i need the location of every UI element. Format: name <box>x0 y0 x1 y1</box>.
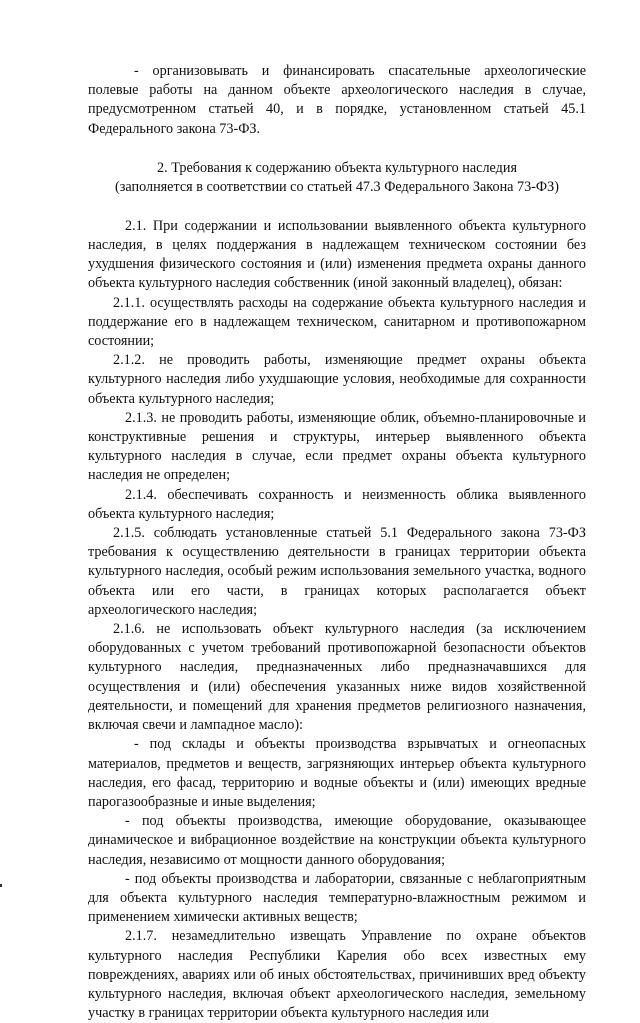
paragraph-2-1-3: 2.1.3. не проводить работы, изменяющие облик, объемно-планировочные и конструктивные решения и структуры, интерьер выявленного объекта культурного наследия в случае, если предмет охраны объекта культурного наследия не определен; <box>88 409 586 484</box>
paragraph-2-1-4: 2.1.4. обеспечивать сохранность и неизменность облика выявленного объекта культурного наследия; <box>88 486 586 522</box>
list-item-storage: - под склады и объекты производства взрывчатых и огнеопасных материалов, предметов и веществ, загрязняющих интерьер объекта культурного наследия, его фасад, территорию и водные объекты и (или) имеющих вредные парогазообразные и иные выделения; <box>88 736 586 810</box>
paragraph-2-1-6: 2.1.6. не использовать объект культурного наследия (за исключением оборудованных с учетом требований противопожарной безопасности объектов культурного наследия, предназначенных либо предназначавшихся для осуществления и (или) обеспечения указанных ниже видов хозяйственной деятельности, и помещений для хранения предметов религиозного назначения, включая свечи и лампадное масло): <box>88 621 586 734</box>
list-item-laboratories: - под объекты производства и лаборатории, связанные с неблагоприятным для объекта культурного наследия температурно-влажностным режимом и применением химически активных веществ; <box>88 870 586 926</box>
section-subtitle: (заполняется в соответствии со статьей 47.3 Федерального Закона 73-ФЗ) <box>115 178 559 195</box>
paragraph-2-1-1: 2.1.1. осуществлять расходы на содержание объекта культурного наследия и поддержание его в надлежащем техническом, санитарном и противопожарном состоянии; <box>88 294 586 350</box>
list-item-production: - под объекты производства, имеющие оборудование, оказывающее динамическое и вибрационное воздействие на конструкции объекта культурного наследия, независимо от мощности данного оборудования; <box>88 813 586 868</box>
paragraph-2-1: 2.1. При содержании и использовании выявленного объекта культурного наследия, в целях поддержания в надлежащем техническом состоянии без ухудшения физического состояния и (или) изменения предмета охраны данного объекта культурного наследия собственник (иной законный владелец), обязан: <box>88 217 586 292</box>
document-page <box>88 62 586 1023</box>
scan-mark <box>0 884 2 887</box>
intro-paragraph: - организовывать и финансировать спасательные археологические полевые работы на данном объекте археологического наследия в случае, предусмотренном статьей 40, и в порядке, установленном статьей 45.1 Федерального закона 73-ФЗ. <box>88 63 586 137</box>
section-title: 2. Требования к содержанию объекта культурного наследия <box>157 159 517 176</box>
paragraph-2-1-5: 2.1.5. соблюдать установленные статьей 5.1 Федерального закона 73-ФЗ требования к осуществлению деятельности в границах территории объекта культурного наследия, особый режим использования земельного участка, водного объекта или его части, в границах которых располагается объект археологического наследия; <box>88 525 586 618</box>
paragraph-2-1-2: 2.1.2. не проводить работы, изменяющие предмет охраны объекта культурного наследия либо ухудшающие условия, необходимые для сохранности объекта культурного наследия; <box>88 352 586 407</box>
paragraph-2-1-7: 2.1.7. незамедлительно извещать Управление по охране объектов культурного наследия Республики Карелия обо всех известных ему повреждениях, авариях или об иных обстоятельствах, причинивших вред объекту культурного наследия, включая объект археологического наследия, земельному участку в границах территории объекта культурного наследия или <box>88 928 586 1022</box>
section-heading <box>88 159 586 197</box>
